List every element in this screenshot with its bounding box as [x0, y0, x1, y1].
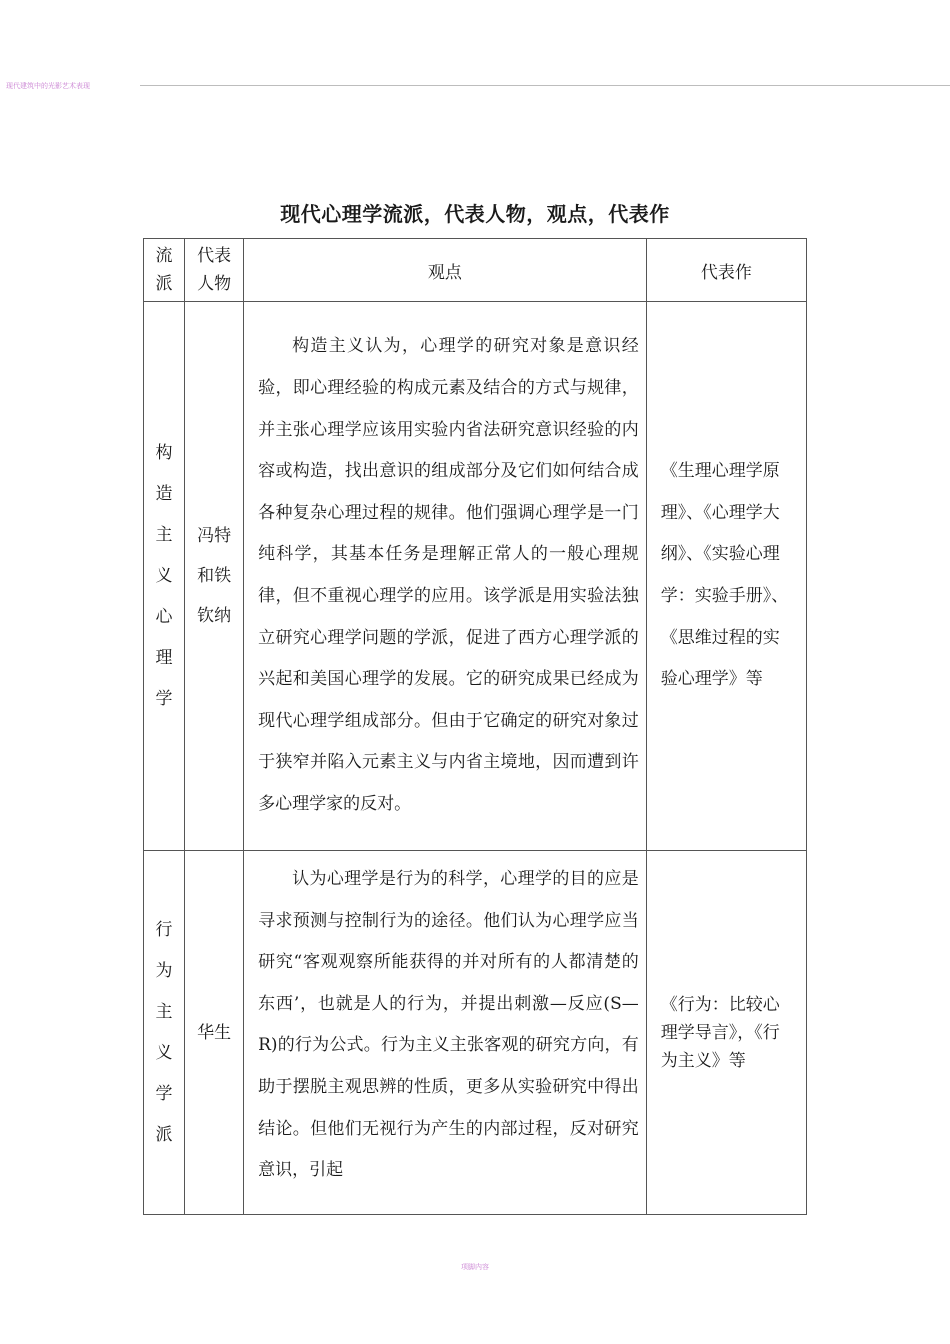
school-char: 构 — [155, 442, 173, 463]
header-person-line2: 人物 — [197, 274, 232, 294]
page-title: 现代心理学流派，代表人物，观点，代表作 — [280, 202, 670, 226]
school-char: 造 — [155, 483, 173, 504]
school-cell — [144, 851, 185, 1215]
table-row — [144, 302, 807, 851]
school-char: 主 — [155, 524, 173, 545]
school-char: 理 — [155, 647, 173, 668]
school-char: 学 — [155, 1083, 173, 1104]
header-school — [144, 239, 185, 302]
school-char: 主 — [155, 1001, 173, 1022]
psychology-schools-table — [143, 238, 807, 1215]
works-text: 《生理心理学原理》、《心理学大纲》、《实验心理学：实验手册》、《思维过程的实验心理学》等 — [660, 461, 789, 690]
person-line: 和铁 — [197, 566, 232, 586]
works-cell — [646, 302, 806, 851]
person-cell — [185, 302, 244, 851]
header-school-line2: 派 — [155, 274, 173, 294]
person-line: 冯特 — [197, 526, 232, 546]
school-char: 为 — [155, 960, 173, 981]
footer-note: 项脚内容 — [461, 1263, 489, 1271]
school-char: 义 — [155, 1042, 173, 1063]
header-divider — [140, 85, 950, 86]
header-person — [185, 239, 244, 302]
school-cell — [144, 302, 185, 851]
view-cell — [244, 302, 647, 851]
table-row — [144, 851, 807, 1215]
person-cell — [185, 851, 244, 1215]
person-line: 钦纳 — [197, 606, 232, 626]
works-line: 为主义》等 — [660, 1050, 746, 1071]
works-cell — [646, 851, 806, 1215]
table-header-row — [144, 239, 807, 302]
header-person-line1: 代表 — [197, 246, 232, 266]
header-view: 观点 — [244, 239, 647, 302]
school-char: 派 — [155, 1124, 173, 1145]
view-text: 构造主义认为，心理学的研究对象是意识经验，即心理经验的构成元素及结合的方式与规律，并主张心理学应该用实验内省法研究意识经验的内容或构造，找出意识的组成部分及它们如何结合成各种复杂心理过程的规律。他们强调心理学是一门纯科学，其基本任务是理解正常人的一般心理规律，但不重视心理学的应用。该学派是用实验法独立研究心理学问题的学派，促进了西方心理学派的兴起和美国心理学的发展。它的研究成果已经成为现代心理学组成部分。但由于它确定的研究对象过于狭窄并陷入元素主义与内省主境地，因而遭到许多心理学家的反对。 — [258, 336, 639, 814]
header-note: 现代建筑中的光影艺术表现 — [6, 82, 90, 90]
view-cell — [244, 851, 647, 1215]
school-char: 义 — [155, 565, 173, 586]
view-text: 认为心理学是行为的科学，心理学的目的应是寻求预测与控制行为的途径。他们认为心理学应当研究“客观观察所能获得的并对所有的人都清楚的东西’，也就是人的行为，并提出刺激—反应(S—R)的行为公式。行为主义主张客观的研究方向，有助于摆脱主观思辨的性质，更多从实验研究中得出结论。但他们无视行为产生的内部过程，反对研究意识，引起 — [258, 869, 639, 1181]
works-line: 《行为：比较心 — [660, 994, 780, 1015]
person-line: 华生 — [197, 1022, 232, 1043]
works-line: 理学导言》，《行 — [660, 1022, 780, 1043]
header-school-line1: 流 — [155, 246, 173, 266]
header-works: 代表作 — [646, 239, 806, 302]
school-char: 学 — [155, 688, 173, 709]
school-char: 行 — [155, 919, 173, 940]
school-char: 心 — [155, 606, 173, 627]
